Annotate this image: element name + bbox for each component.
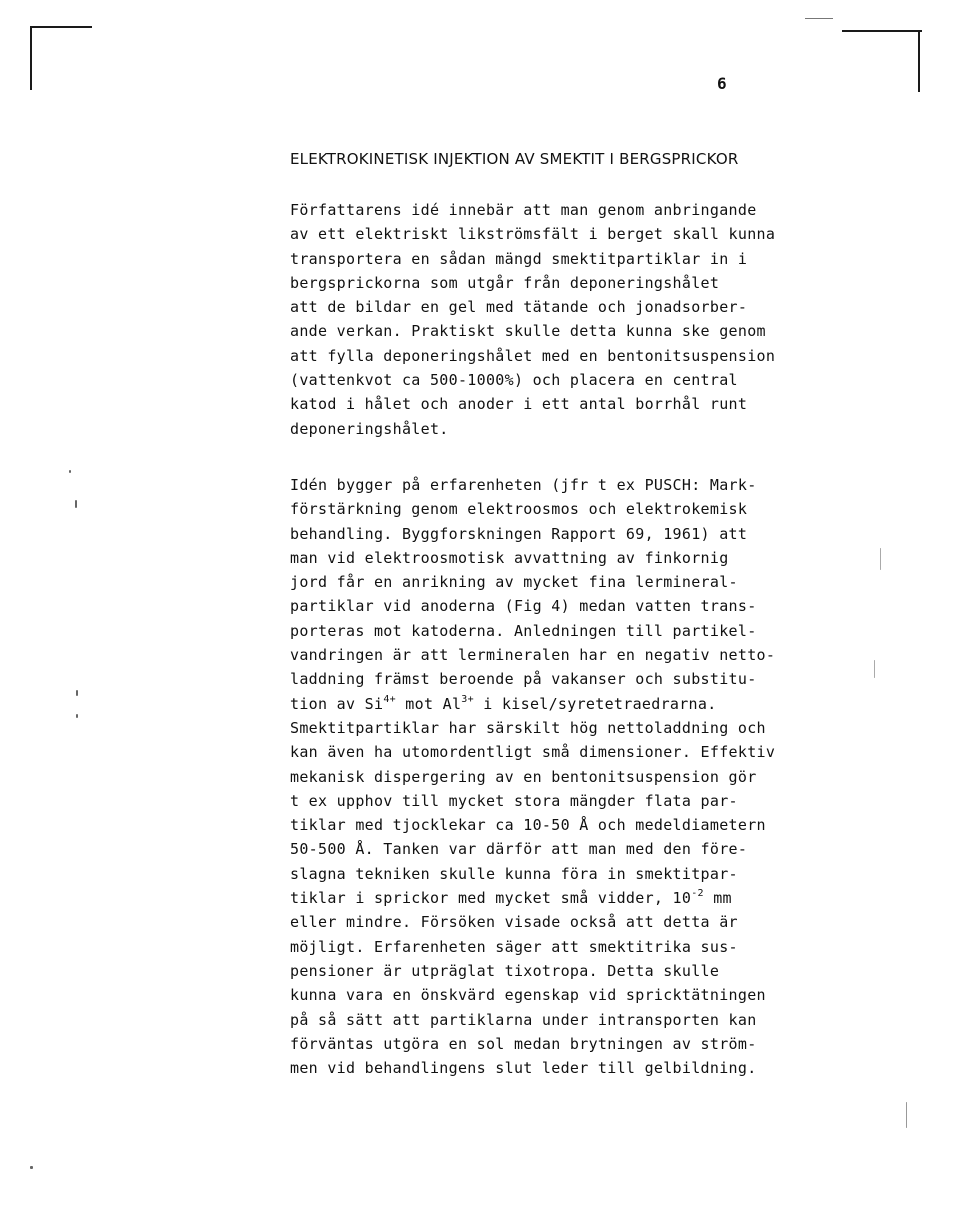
substitution-line xyxy=(290,692,790,716)
text-line: Smektitpartiklar har särskilt hög nettoladdning och xyxy=(290,718,766,737)
scan-mark-top-right xyxy=(842,30,922,32)
text-segment: tiklar i sprickor med mycket små vidder, 10 xyxy=(290,889,692,908)
text-segment: i kisel/syretetraedrarna. xyxy=(473,694,717,713)
text-line: ande verkan. Praktiskt skulle detta kunna ske genom xyxy=(290,322,766,341)
text-line: möjligt. Erfarenheten säger att smektitrika sus- xyxy=(290,937,738,956)
speck-right-3 xyxy=(906,1102,907,1128)
text-line: eller mindre. Försöken visade också att detta är xyxy=(290,913,738,932)
scan-mark-right-edge xyxy=(918,30,920,92)
scan-mark-left-edge xyxy=(30,26,32,90)
text-line: Författarens idé innebär att man genom anbringande xyxy=(290,201,757,219)
page-number: 6 xyxy=(717,74,727,93)
scan-mark-top-dash xyxy=(805,18,833,19)
text-line: jord får en anrikning av mycket fina lermineral- xyxy=(290,573,738,592)
text-line: mekanisk dispergering av en bentonitsuspension gör xyxy=(290,767,757,786)
text-line: på så sätt att partiklarna under intransporten kan xyxy=(290,1010,757,1029)
text-line: (vattenkvot ca 500-1000%) och placera en central xyxy=(290,371,738,390)
speck-left-3 xyxy=(76,690,78,696)
text-line: att fylla deponeringshålet med en bentonitsuspension xyxy=(290,346,776,365)
speck-left-4 xyxy=(76,714,78,718)
speck-left-2 xyxy=(75,500,77,508)
text-line: t ex upphov till mycket stora mängder flata par- xyxy=(290,791,738,810)
text-line: deponeringshålet. xyxy=(290,419,449,438)
text-line: att de bildar en gel med tätande och jonadsorber- xyxy=(290,298,748,317)
text-line: behandling. Byggforskningen Rapport 69, 1961) att xyxy=(290,524,748,543)
text-line: laddning främst beroende på vakanser och substitu- xyxy=(290,670,757,689)
text-line: vandringen är att lermineralen har en negativ netto- xyxy=(290,646,776,665)
text-line: Idén bygger på erfarenheten (jfr t ex PUSCH: Mark- xyxy=(290,476,757,494)
speck-right-1 xyxy=(880,548,881,570)
text-line: förstärkning genom elektroosmos och elektrokemisk xyxy=(290,500,748,519)
text-line: bergsprickorna som utgår från deponeringshålet xyxy=(290,273,720,292)
text-line: pensioner är utpräglat tixotropa. Detta skulle xyxy=(290,961,720,980)
text-line: porteras mot katoderna. Anledningen till partikel- xyxy=(290,621,757,640)
text-line: slagna tekniken skulle kunna föra in smektitpar- xyxy=(290,864,738,883)
text-line: 50-500 Å. Tanken var därför att man med den före- xyxy=(290,840,748,859)
text-line: kunna vara en önskvärd egenskap vid spricktätningen xyxy=(290,986,766,1005)
text-line: men vid behandlingens slut leder till gelbildning. xyxy=(290,1059,757,1078)
text-line: katod i hålet och anoder i ett antal borrhål runt xyxy=(290,395,748,414)
paragraph-2 xyxy=(290,473,790,1080)
superscript: 4+ xyxy=(383,693,396,705)
text-line: man vid elektroosmotisk avvattning av finkornig xyxy=(290,548,729,567)
superscript: 3+ xyxy=(461,693,474,705)
aperture-line xyxy=(290,886,790,910)
speck-bottom-left xyxy=(30,1166,33,1169)
text-line: partiklar vid anoderna (Fig 4) medan vatten trans- xyxy=(290,597,757,616)
text-line: kan även ha utomordentligt små dimensioner. Effektiv xyxy=(290,743,776,762)
speck-left-1 xyxy=(69,470,71,473)
text-line: förväntas utgöra en sol medan brytningen av ström- xyxy=(290,1034,757,1053)
page-title: ELEKTROKINETISK INJEKTION AV SMEKTIT I BERGSPRICKOR xyxy=(290,150,739,168)
text-segment: tion av Si xyxy=(290,694,384,713)
text-line: tiklar med tjocklekar ca 10-50 Å och medeldiametern xyxy=(290,816,766,835)
text-segment: mot Al xyxy=(395,694,462,713)
text-line: av ett elektriskt likströmsfält i berget skall kunna xyxy=(290,225,776,244)
text-line: transportera en sådan mängd smektitpartiklar in i xyxy=(290,249,748,268)
scan-mark-top-left xyxy=(30,26,92,28)
speck-right-2 xyxy=(874,660,875,678)
text-segment: mm xyxy=(703,889,732,908)
superscript: -2 xyxy=(691,888,704,900)
paragraph-1 xyxy=(290,198,790,441)
